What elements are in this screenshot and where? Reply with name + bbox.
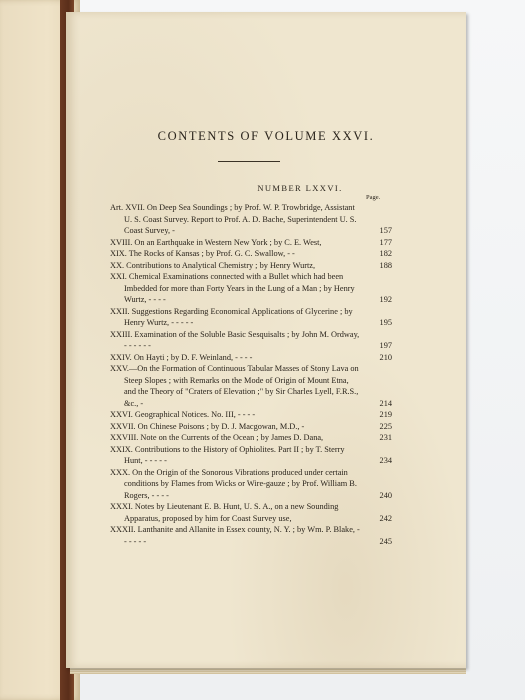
contents-entry <box>110 363 392 409</box>
contents-entry <box>110 524 392 547</box>
entry-title: XXX. On the Origin of the Sonorous Vibrations produced under certain conditions by Flames from Wicks or Wire-gauze ; by Prof. William B. Rogers, - - - - <box>110 467 357 500</box>
entry-page-number: 245 <box>379 536 392 546</box>
contents-entry <box>110 352 392 364</box>
entry-page-number: 195 <box>379 318 392 327</box>
entry-page-number: 225 <box>379 421 392 431</box>
entry-page-number: 242 <box>379 513 392 523</box>
contents-entry <box>110 444 392 467</box>
contents-entry <box>110 306 392 329</box>
entry-page-number: 177 <box>379 237 392 247</box>
entry-page-number: 197 <box>379 341 392 350</box>
entry-title: XXV.—On the Formation of Continuous Tabular Masses of Stony Lava on Steep Slopes ; with Remarks on the Mode of Origin of Mount Etna, and the Theory of "Craters of Elevation ;" by Sir Charles Lyell, F.R.S., &c., - <box>110 364 359 408</box>
entry-title: XXIV. On Hayti ; by D. F. Weinland, - - - - <box>110 352 253 362</box>
entry-page-number: 231 <box>379 433 392 442</box>
entry-page-number: 219 <box>379 410 392 419</box>
entry-title: XXIII. Examination of the Soluble Basic Sesquisalts ; by John M. Ordway, - - - - - - <box>110 329 360 350</box>
contents-entry <box>110 432 392 444</box>
contents-entry <box>110 409 392 421</box>
entry-title: XXVII. On Chinese Poisons ; by D. J. Macgowan, M.D., - <box>110 421 305 431</box>
entry-page-number: 157 <box>379 226 392 235</box>
entry-page-number: 188 <box>379 260 392 270</box>
contents-entry <box>110 237 392 249</box>
entry-title: Art. XVII. On Deep Sea Soundings ; by Prof. W. P. Trowbridge, Assistant U. S. Coast Survey. Report to Prof. A. D. Bache, Superintendent U. S. Coast Survey, - <box>110 203 357 235</box>
section-heading: NUMBER LXXVI. <box>257 183 343 193</box>
contents-entry <box>110 467 392 502</box>
entry-page-number: 240 <box>379 490 392 500</box>
entry-title: XXII. Suggestions Regarding Economical Applications of Glycerine ; by Henry Wurtz, - - - - - <box>110 306 353 327</box>
entry-title: XXXI. Notes by Lieutenant E. B. Hunt, U. S. A., on a new Sounding Apparatus, proposed by him for Coast Survey use, <box>110 502 339 523</box>
entry-page-number: 234 <box>379 456 392 465</box>
entry-title: XIX. The Rocks of Kansas ; by Prof. G. C. Swallow, - - <box>110 249 295 258</box>
entry-title: XXVIII. Note on the Currents of the Ocean ; by James D. Dana, <box>110 433 324 442</box>
contents-entry <box>110 202 392 237</box>
title-divider <box>218 161 280 162</box>
entry-page-number: 214 <box>379 398 392 408</box>
contents-list <box>110 202 392 547</box>
contents-entry <box>110 260 392 272</box>
contents-entry <box>110 501 392 524</box>
contents-entry <box>110 421 392 433</box>
entry-page-number: 182 <box>379 249 392 258</box>
entry-title: XX. Contributions to Analytical Chemistry ; by Henry Wurtz, <box>110 260 316 270</box>
contents-entry <box>110 248 392 260</box>
entry-title: XXI. Chemical Examinations connected with a Bullet which had been Imbedded for more than Forty Years in the Lung of a Man ; by Henry Wurtz, - - - - <box>110 272 355 304</box>
entry-title: XVIII. On an Earthquake in Western New York ; by C. E. West, <box>110 237 322 247</box>
entry-title: XXIX. Contributions to the History of Ophiolites. Part II ; by T. Sterry Hunt, - - - - - <box>110 444 345 465</box>
entry-title: XXVI. Geographical Notices. No. III, - - - - <box>110 410 256 419</box>
entry-title: XXXII. Lanthanite and Allanite in Essex county, N. Y. ; by Wm. P. Blake, - - - - - - <box>110 525 360 546</box>
entry-page-number: 210 <box>379 352 392 362</box>
contents-entry <box>110 271 392 306</box>
entry-page-number: 192 <box>379 295 392 304</box>
page-column-header: Page. <box>366 194 381 201</box>
contents-entry <box>110 329 392 352</box>
page-title: CONTENTS OF VOLUME XXVI. <box>157 129 375 143</box>
page-edges <box>70 668 466 674</box>
